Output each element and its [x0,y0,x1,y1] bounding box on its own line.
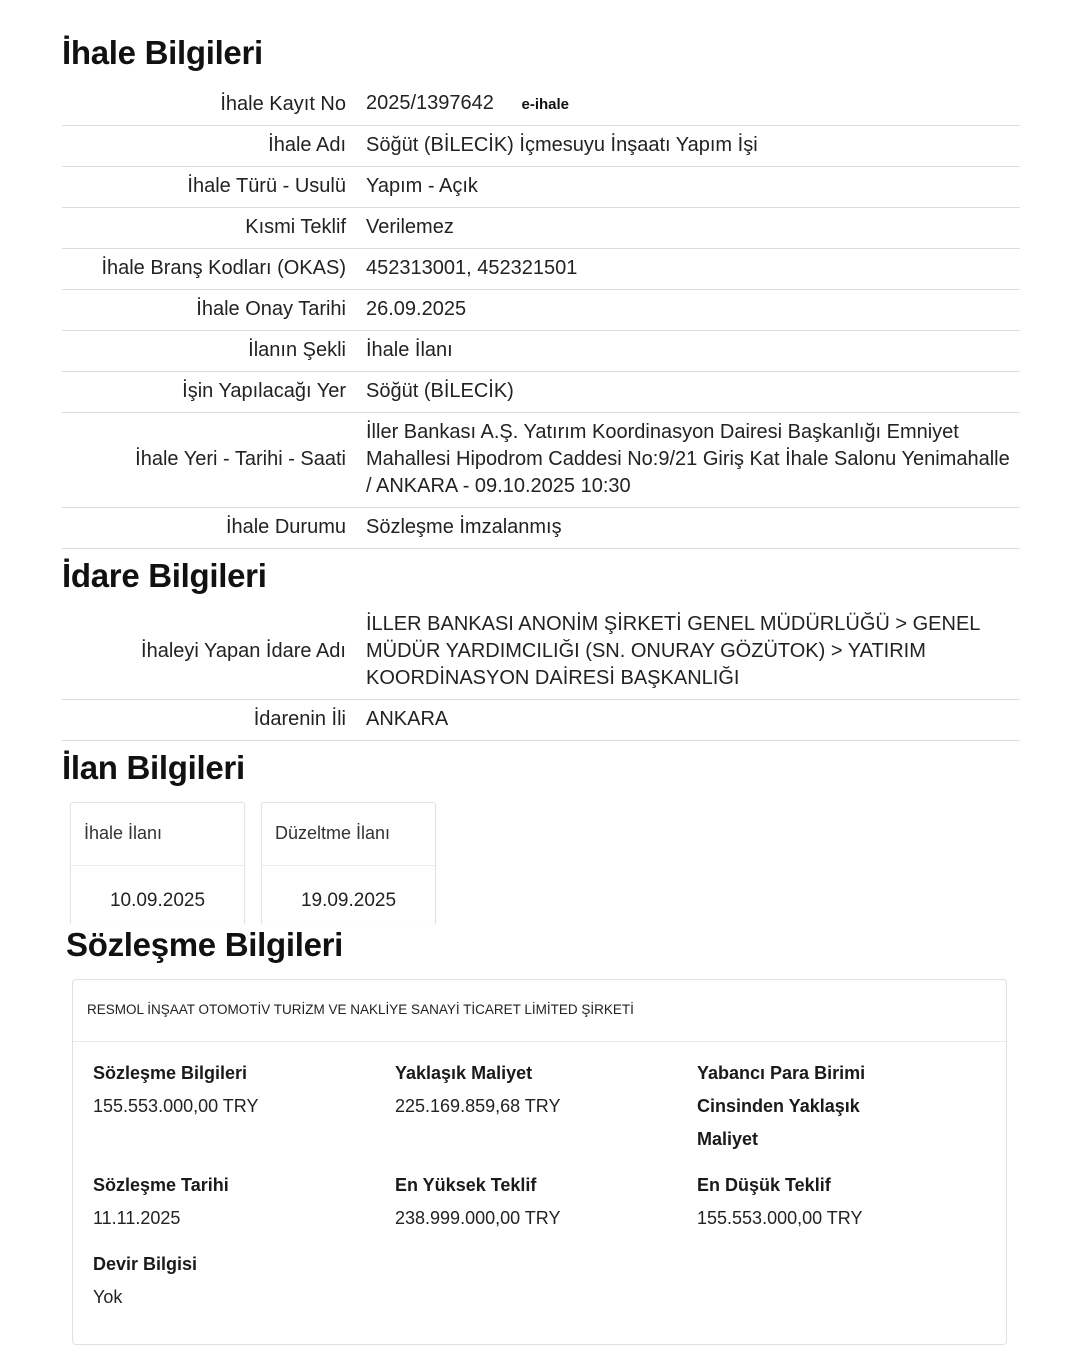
table-row [62,699,1020,740]
ilan-card-type: İhale İlanı [71,803,244,866]
field-value: 11.11.2025 [93,1208,181,1228]
table-row [62,330,1020,371]
row-value: Verilemez [356,207,1020,248]
row-value: Söğüt (BİLECİK) [356,371,1020,412]
table-row [62,248,1020,289]
field-devir-bilgisi [93,1248,197,1314]
table-row [62,125,1020,166]
contractor-name: RESMOL İNŞAAT OTOMOTİV TURİZM VE NAKLİYE SANAYİ TİCARET LİMİTED ŞİRKETİ [73,980,1006,1042]
row-label: İlanın Şekli [62,330,356,371]
field-en-dusuk-teklif [697,1169,862,1235]
row-label: İhale Onay Tarihi [62,289,356,330]
table-row [62,371,1020,412]
ilan-card-date: 10.09.2025 [109,890,206,911]
row-value: Söğüt (BİLECİK) İçmesuyu İnşaatı Yapım İşi [356,125,1020,166]
section-title-ihale: İhale Bilgileri [62,34,263,71]
table-row [62,605,1020,699]
row-label: İhaleyi Yapan İdare Adı [62,605,356,699]
idare-info-table [62,605,1020,741]
field-label: Sözleşme Tarihi [93,1175,229,1195]
contract-card [72,979,1007,1345]
row-label: İdarenin İli [62,699,356,740]
row-label: İhale Adı [62,125,356,166]
section-title-sozlesme: Sözleşme Bilgileri [66,926,344,963]
row-value: Sözleşme İmzalanmış [356,507,1020,548]
field-label: Devir Bilgisi [93,1254,198,1274]
table-row [62,412,1020,507]
section-title-idare: İdare Bilgileri [62,557,267,594]
table-row [62,207,1020,248]
field-yabanci-para [697,1057,867,1156]
row-value: İLLER BANKASI ANONİM ŞİRKETİ GENEL MÜDÜRLÜĞÜ > GENEL MÜDÜR YARDIMCILIĞI (SN. ONURAY GÖZÜTOK) > YATIRIM KOORDİNASYON DAİRESİ BAŞKANLIĞI [356,605,1020,699]
row-value: Yapım - Açık [356,166,1020,207]
e-ihale-badge: e-ihale [521,96,570,114]
field-label: En Düşük Teklif [697,1175,831,1195]
field-label: Sözleşme Bilgileri [93,1063,248,1083]
row-value: 452313001, 452321501 [356,248,1020,289]
row-label: Kısmi Teklif [62,207,356,248]
row-label: İşin Yapılacağı Yer [62,371,356,412]
table-row [62,507,1020,548]
field-en-yuksek-teklif [395,1169,560,1235]
table-row [62,84,1020,125]
field-yaklasik-maliyet [395,1057,560,1123]
row-label: İhale Kayıt No [62,84,356,125]
field-value: 238.999.000,00 TRY [395,1208,561,1228]
ilan-card-date: 19.09.2025 [300,890,397,911]
row-value: İller Bankası A.Ş. Yatırım Koordinasyon Dairesi Başkanlığı Emniyet Mahallesi Hipodrom Caddesi No:9/21 Giriş Kat İhale Salonu Yenimahalle / ANKARA - 09.10.2025 10:30 [356,412,1020,507]
field-label: Yabancı Para Birimi Cinsinden Yaklaşık Maliyet [697,1063,866,1149]
ihale-info-table [62,84,1020,549]
field-value: 155.553.000,00 TRY [697,1208,863,1228]
ilan-card-ihale[interactable] [70,802,245,924]
row-label: İhale Durumu [62,507,356,548]
row-label: İhale Branş Kodları (OKAS) [62,248,356,289]
field-label: En Yüksek Teklif [395,1175,537,1195]
table-row [62,166,1020,207]
section-title-ilan: İlan Bilgileri [62,749,245,786]
table-row [62,289,1020,330]
kayit-no-value: 2025/1397642 [366,92,494,115]
field-value: Yok [93,1287,123,1307]
ilan-card-duzeltme[interactable] [261,802,436,924]
field-label: Yaklaşık Maliyet [395,1063,533,1083]
field-sozlesme-tarihi [93,1169,229,1235]
row-label: İhale Türü - Usulü [62,166,356,207]
field-value: 225.169.859,68 TRY [395,1096,561,1116]
row-value: İhale İlanı [356,330,1020,371]
field-sozlesme-bilgileri [93,1057,258,1123]
field-value: 155.553.000,00 TRY [93,1096,259,1116]
row-value: ANKARA [356,699,1020,740]
ilan-card-type: Düzeltme İlanı [262,803,435,866]
row-label: İhale Yeri - Tarihi - Saati [62,412,356,507]
row-value: 26.09.2025 [356,289,1020,330]
